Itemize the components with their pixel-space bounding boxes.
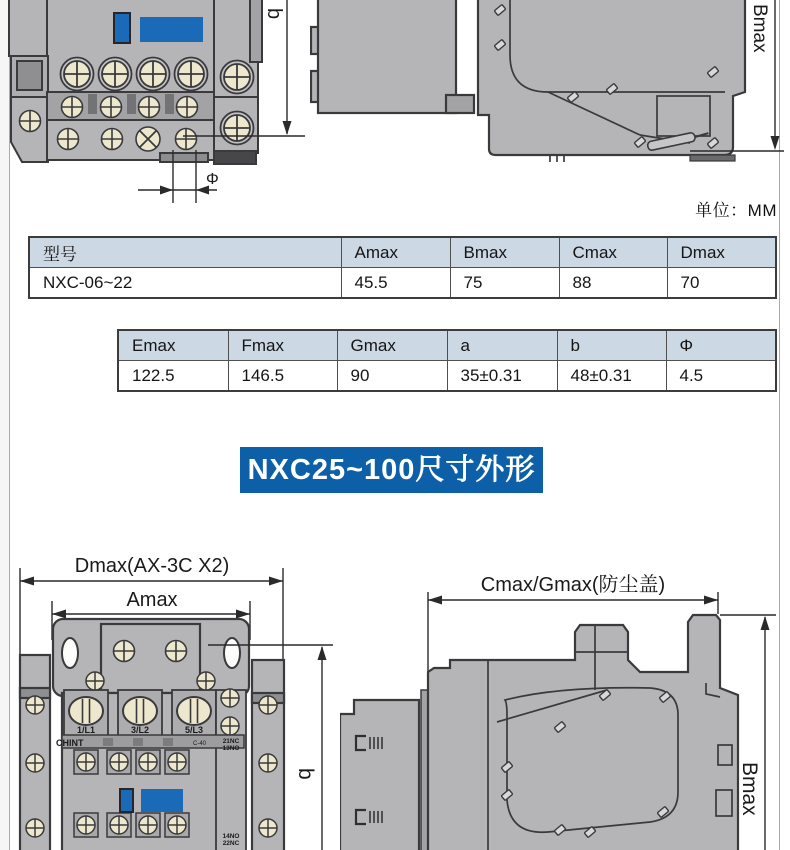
table-row (29, 268, 776, 299)
svg-text:3/L2: 3/L2 (130, 725, 150, 735)
table-header-amax: Amax (341, 237, 450, 268)
dim-label-bmax-large: Bmax (738, 762, 761, 816)
table-row (118, 361, 776, 392)
table-header-cmax: Cmax (559, 237, 667, 268)
din-rail-foot (690, 155, 735, 161)
table-header-fmax: Fmax (228, 330, 337, 361)
dim-label-phi: Φ (206, 171, 219, 188)
dimension-phi-arrow-left (160, 186, 173, 195)
table-header-gmax: Gmax (337, 330, 447, 361)
table-header-a: a (447, 330, 557, 361)
svg-text:5/L3: 5/L3 (184, 725, 204, 735)
dim-label-cmax: Cmax/Gmax(防尘盖) (480, 574, 666, 596)
svg-text:1/L1: 1/L1 (76, 725, 96, 735)
dimension-cmax-arrow-left (428, 596, 442, 605)
brand-label: CHINT (56, 738, 84, 748)
cell-cmax: 88 (559, 268, 667, 299)
side-view-drawing-large (340, 540, 790, 850)
svg-text:13NO: 13NO (222, 745, 240, 752)
cell-dmax: 70 (667, 268, 776, 299)
dimension-bmax-arrow-large (761, 616, 770, 630)
unit-label: 单位：MM (695, 201, 777, 220)
table-header-b: b (557, 330, 666, 361)
dimension-dmax-arrow-right (269, 577, 283, 586)
cell-gmax: 90 (337, 361, 447, 392)
table-header-emax: Emax (118, 330, 228, 361)
cell-emax: 122.5 (118, 361, 228, 392)
dimension-dmax-arrow-left (20, 577, 34, 586)
svg-text:14NO: 14NO (222, 833, 240, 840)
dim-label-bmax: Bmax (749, 4, 770, 53)
label-strip (62, 735, 244, 748)
cell-a: 35±0.31 (447, 361, 557, 392)
cell-model: NXC-06~22 (29, 268, 341, 299)
dimension-b-arrow-large (318, 646, 327, 660)
cell-fmax: 146.5 (228, 361, 337, 392)
code-label: C-40 (193, 741, 207, 747)
model-dimension-table (28, 236, 777, 299)
dim-label-dmax: Dmax(AX-3C X2) (74, 555, 230, 577)
svg-text:22NC: 22NC (222, 840, 240, 847)
cell-amax: 45.5 (341, 268, 450, 299)
cell-bmax: 75 (450, 268, 559, 299)
cell-phi: 4.5 (666, 361, 776, 392)
contactor-body-side-small (311, 0, 745, 155)
dimension-bmax-arrow (771, 136, 780, 150)
dim-label-amax: Amax (126, 589, 178, 611)
table-header-bmax: Bmax (450, 237, 559, 268)
front-view-drawing-large (0, 540, 340, 850)
table-header-model: 型号 (29, 237, 341, 268)
svg-text:21NC: 21NC (222, 738, 240, 745)
indicator-window-blue (120, 789, 183, 812)
section-banner: NXC25~100尺寸外形 (240, 447, 543, 493)
front-view-drawing-small (0, 0, 310, 220)
cell-b: 48±0.31 (557, 361, 666, 392)
dimension-amax-arrow-right (236, 610, 250, 619)
dimension-cmax-arrow-right (704, 596, 718, 605)
table-header-phi: Φ (666, 330, 776, 361)
label-window-blue (114, 13, 203, 43)
dimension-b-arrow (283, 121, 292, 135)
dimension-amax-arrow-left (52, 610, 66, 619)
table-header-dmax: Dmax (667, 237, 776, 268)
dim-label-b-large: b (294, 768, 317, 780)
detail-dimension-table (117, 329, 777, 392)
dim-label-b: b (263, 8, 285, 20)
